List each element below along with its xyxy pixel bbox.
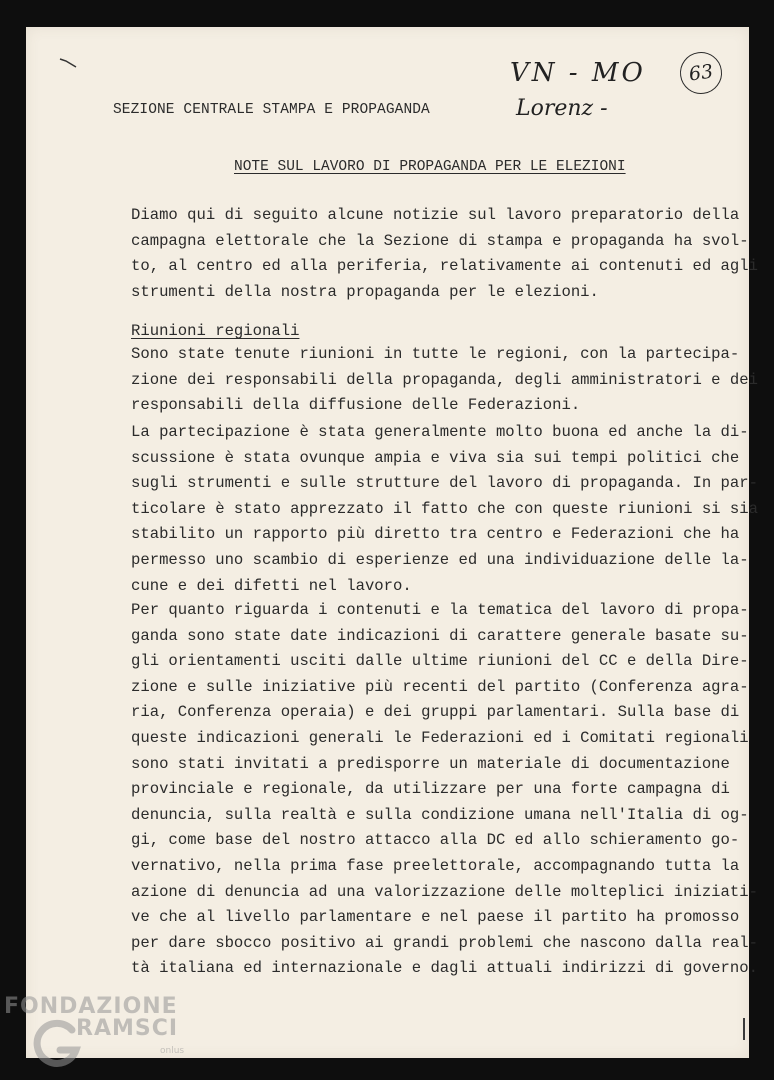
text-line: zione dei responsabili della propaganda, degli amministratori e dei: [131, 370, 758, 389]
text-line: per dare sbocco positivo ai grandi problemi che nascono dalla real-: [131, 933, 758, 952]
text-line: Per quanto riguarda i contenuti e la tematica del lavoro di propa-: [131, 601, 749, 619]
text-line: Diamo qui di seguito alcune notizie sul lavoro preparatorio della: [131, 206, 740, 224]
paragraph-contenuti: [131, 598, 758, 982]
handwritten-code: VN - MO: [510, 58, 646, 88]
handwritten-name: Lorenz -: [516, 96, 608, 121]
text-line: zione e sulle iniziative più recenti del partito (Conferenza agra-: [131, 677, 749, 696]
text-line: tà italiana ed internazionale e dagli attuali indirizzi di governo.: [131, 959, 758, 978]
text-line: La partecipazione è stata generalmente molto buona ed anche la di-: [131, 423, 749, 441]
text-line: gli orientamenti usciti dalle ultime riunioni del CC e della Dire-: [131, 652, 749, 671]
text-line: Sono state tenute riunioni in tutte le regioni, con la partecipa-: [131, 345, 740, 363]
text-line: sugli strumenti e sulle strutture del lavoro di propaganda. In par-: [131, 474, 758, 493]
text-line: azione di denuncia ad una valorizzazione delle molteplici iniziati-: [131, 882, 758, 901]
text-line: queste indicazioni generali le Federazioni ed i Comitati regionali: [131, 728, 749, 747]
text-line: strumenti della nostra propaganda per le elezioni.: [131, 282, 599, 301]
paragraph-riunioni: [131, 342, 758, 419]
margin-mark-icon: [741, 1018, 747, 1040]
section-header: SEZIONE CENTRALE STAMPA E PROPAGANDA: [113, 102, 430, 118]
text-line: responsabili della diffusione delle Federazioni.: [131, 396, 581, 415]
watermark-line-2: RAMSCI: [76, 1016, 179, 1041]
text-line: campagna elettorale che la Sezione di stampa e propaganda ha svol-: [131, 231, 749, 250]
text-line: ticolare è stato apprezzato il fatto che con queste riunioni si sia: [131, 499, 758, 518]
text-line: permesso uno scambio di esperienze ed una individuazione delle la-: [131, 550, 749, 569]
text-line: sono stati invitati a predisporre un materiale di documentazione: [131, 754, 730, 773]
text-line: to, al centro ed alla periferia, relativamente ai contenuti ed agli: [131, 257, 758, 276]
watermark-line-1: FONDAZIONE: [4, 994, 178, 1019]
text-line: ganda sono state date indicazioni di carattere generale basate su-: [131, 626, 749, 645]
text-line: ria, Conferenza operaia) e dei gruppi parlamentari. Sulla base di: [131, 703, 740, 722]
watermark: [4, 994, 204, 1074]
watermark-line-3: onlus: [160, 1046, 185, 1056]
text-line: gi, come base del nostro attacco alla DC ed allo schieramento go-: [131, 831, 740, 850]
document-title: NOTE SUL LAVORO DI PROPAGANDA PER LE ELEZIONI: [234, 159, 626, 175]
text-line: vernativo, nella prima fase preelettorale, accompagnando tutta la: [131, 856, 740, 875]
intro-paragraph: [131, 203, 758, 305]
subheading-riunioni-regionali: Riunioni regionali: [131, 322, 300, 340]
text-line: scussione è stata ovunque ampia e viva sia sui tempi politici che: [131, 448, 740, 467]
pencil-mark-icon: [58, 55, 78, 69]
page-number-text: 63: [687, 60, 715, 86]
text-line: provinciale e regionale, da utilizzare per una forte campagna di: [131, 780, 730, 799]
text-line: denuncia, sulla realtà e sulla condizione umana nell'Italia di og-: [131, 805, 749, 824]
text-line: ve che al livello parlamentare e nel paese il partito ha promosso: [131, 908, 740, 927]
text-line: cune e dei difetti nel lavoro.: [131, 576, 412, 595]
text-line: stabilito un rapporto più diretto tra centro e Federazioni che ha: [131, 525, 740, 544]
paragraph-partecipazione: [131, 420, 758, 599]
